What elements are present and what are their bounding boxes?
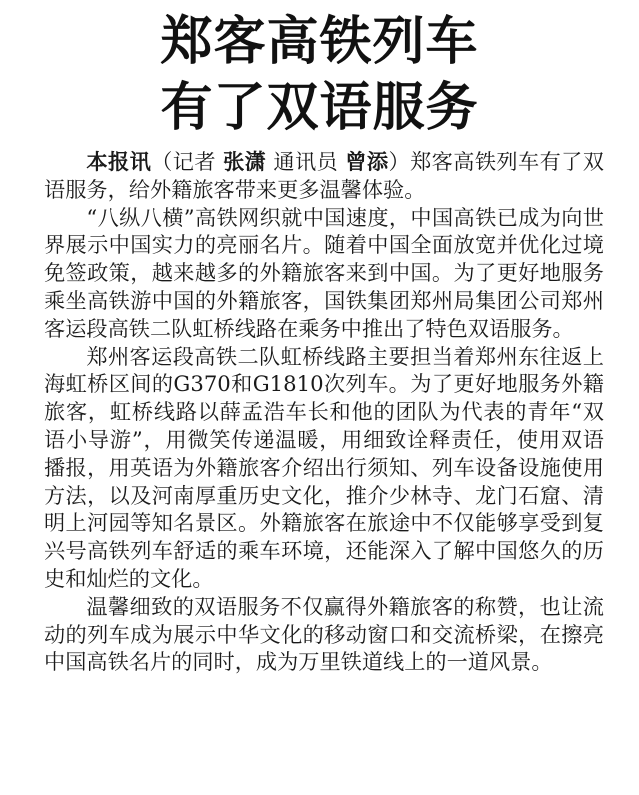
dateline: 本报讯 — [86, 149, 152, 174]
lead-paragraph — [44, 148, 604, 204]
paragraph-4: 温馨细致的双语服务不仅赢得外籍旅客的称赞，也让流动的列车成为展示中华文化的移动窗口和交流桥梁，在擦亮中国高铁名片的同时，成为万里铁道线上的一道风景。 — [44, 593, 604, 675]
reporter-name: 张潇 — [223, 149, 267, 174]
correspondent-name: 曾添 — [345, 149, 389, 174]
paragraph-3: 郑州客运段高铁二队虹桥线路主要担当着郑州东往返上海虹桥区间的G370和G1810次列车。为了更好地服务外籍旅客，虹桥线路以薛孟浩车长和他的团队为代表的青年“双语小导游”，用微笑传递温暖，用细致诠释责任，使用双语播报，用英语为外籍旅客介绍出行须知、列车设备设施使用方法，以及河南厚重历史文化，推介少林寺、龙门石窟、清明上河园等知名景区。外籍旅客在旅途中不仅能够享受到复兴号高铁列车舒适的乘车环境，还能深入了解中国悠久的历史和灿烂的文化。 — [44, 343, 604, 591]
byline-mid: 通讯员 — [266, 149, 346, 174]
byline-close: ） — [388, 149, 411, 174]
paragraph-2: “八纵八横”高铁网织就中国速度，中国高铁已成为向世界展示中国实力的亮丽名片。随着中国全面放宽并优化过境免签政策，越来越多的外籍旅客来到中国。为了更好地服务乘坐高铁游中国的外籍旅客，国铁集团郑州局集团公司郑州客运段高铁二队虹桥线路在乘务中推出了特色双语服务。 — [44, 204, 604, 341]
article-body — [44, 148, 604, 676]
byline-open: （记者 — [151, 149, 224, 174]
lead-text: 郑客高铁列车有了双语服务，给外籍旅客带来更多温馨体验。 — [44, 149, 604, 202]
headline-line-2: 有了双语服务 — [160, 78, 479, 138]
headline-line-1: 郑客高铁列车 — [160, 12, 479, 72]
